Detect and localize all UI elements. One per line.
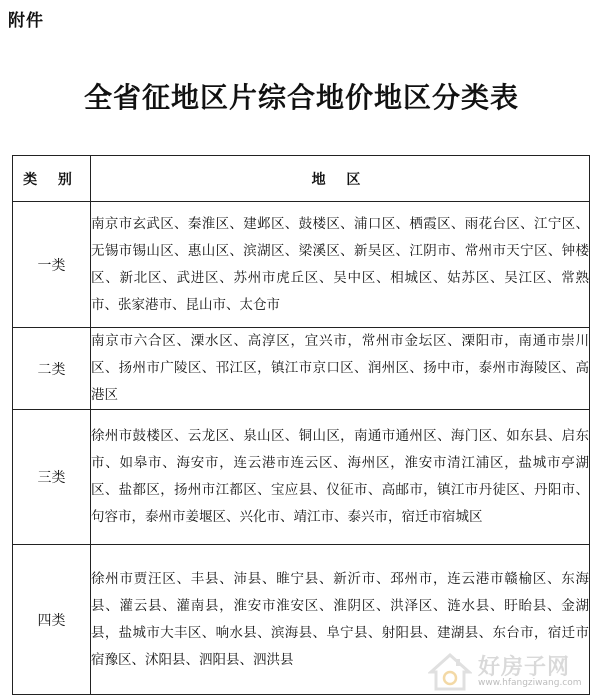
category-cell: 二类: [13, 328, 91, 410]
header-category: 类 别: [13, 156, 91, 202]
table-row: [13, 202, 590, 328]
regions-cell: 南京市六合区、溧水区、高淳区，宜兴市，常州市金坛区、溧阳市，南通市崇川区、扬州市广陵区、邗江区，镇江市京口区、润州区、扬中市，泰州市海陵区、高港区: [91, 328, 590, 410]
table-header-row: [13, 156, 590, 202]
house-icon: [428, 652, 472, 692]
attachment-label: 附件: [8, 11, 44, 31]
category-cell: 一类: [13, 202, 91, 328]
regions-cell: 徐州市鼓楼区、云龙区、泉山区、铜山区，南通市通州区、海门区、如东县、启东市、如皋市、海安市，连云港市连云区、海州区，淮安市清江浦区，盐城市亭湖区、盐都区，扬州市江都区、宝应县、仪征市、高邮市，镇江市丹徒区、丹阳市、句容市，泰州市姜堰区、兴化市、靖江市、泰兴市，宿迁市宿城区: [91, 410, 590, 545]
watermark-url: www.hfangziwang.com: [478, 678, 582, 688]
region-classification-table: [12, 155, 590, 695]
category-cell: 四类: [13, 545, 91, 695]
page-title: 全省征地区片综合地价地区分类表: [83, 81, 519, 114]
watermark-text: 好房子网: [478, 655, 571, 680]
regions-cell: 徐州市贾汪区、丰县、沛县、睢宁县、新沂市、邳州市，连云港市赣榆区、东海县、灌云县、灌南县，淮安市淮安区、淮阴区、洪泽区、涟水县、盱眙县、金湖县，盐城市大丰区、响水县、滨海县、阜宁县、射阳县、建湖县、东台市，宿迁市宿豫区、沭阳县、泗阳县、泗洪县: [91, 545, 590, 695]
header-region: 地 区: [91, 156, 590, 202]
category-cell: 三类: [13, 410, 91, 545]
table-row: [13, 328, 590, 410]
regions-cell: 南京市玄武区、秦淮区、建邺区、鼓楼区、浦口区、栖霞区、雨花台区、江宁区、无锡市锡山区、惠山区、滨湖区、梁溪区、新吴区、江阴市、常州市天宁区、钟楼区、新北区、武进区、苏州市虎丘区、吴中区、相城区、姑苏区、吴江区、常熟市、张家港市、昆山市、太仓市: [91, 202, 590, 328]
table-row: [13, 410, 590, 545]
site-watermark: [428, 650, 598, 696]
